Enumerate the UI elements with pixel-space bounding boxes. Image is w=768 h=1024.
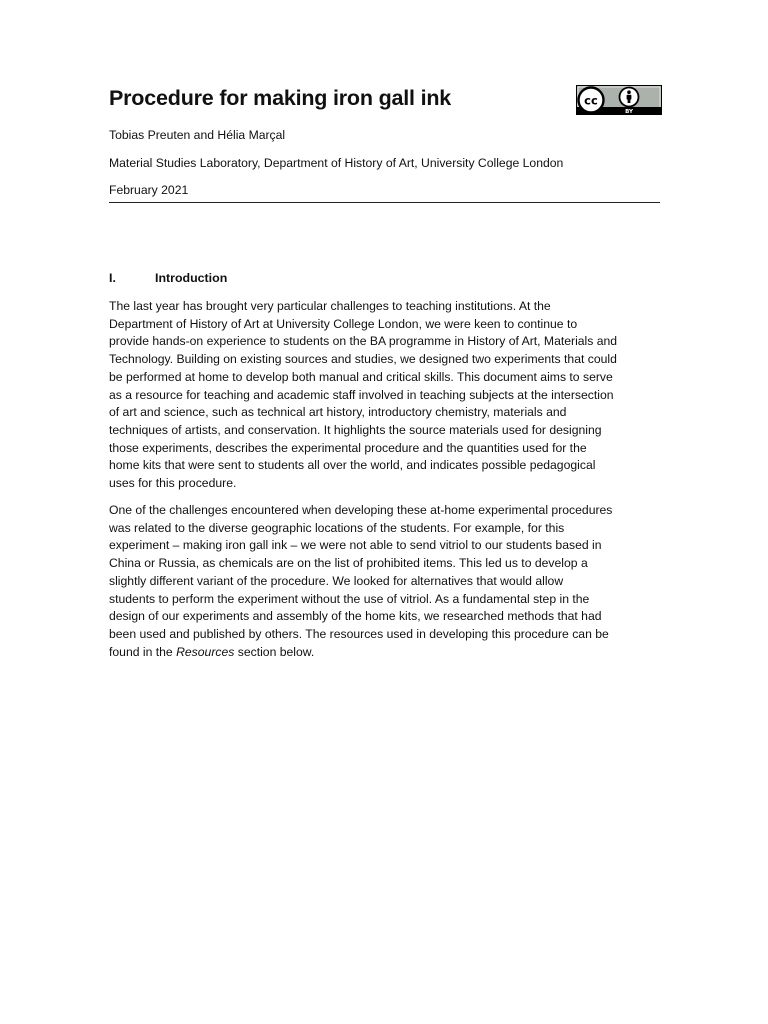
- text-line: was related to the diverse geographic locations of the students. For example, for this: [109, 520, 565, 535]
- text-line: [109, 644, 669, 662]
- attribution-person-icon: [620, 88, 639, 107]
- text-line: Technology. Building on existing sources and studies, we designed two experiments that could: [109, 352, 617, 367]
- paragraph-intro-1: [109, 298, 669, 493]
- section-heading: [109, 271, 227, 285]
- publication-date: February 2021: [109, 183, 189, 197]
- section-number: I.: [109, 271, 116, 285]
- text-line: those experiments, describes the experimental procedure and the quantities used for the: [109, 440, 587, 455]
- affiliation: Material Studies Laboratory, Department of History of Art, University College London: [109, 156, 564, 170]
- text-line: of art and science, such as technical art history, introductory chemistry, materials and: [109, 405, 567, 420]
- text-line: slightly different variant of the procedure. We looked for alternatives that would allow: [109, 573, 564, 588]
- section-title: Introduction: [155, 271, 228, 285]
- authors: Tobias Preuten and Hélia Marçal: [109, 128, 286, 142]
- text-line: One of the challenges encountered when developing these at-home experimental procedures: [109, 503, 613, 517]
- text-line: techniques of artists, and conservation. It highlights the source materials used for designing: [109, 422, 602, 437]
- license-label: BY: [625, 109, 633, 115]
- text-line: home kits that were sent to students all over the world, and indicates possible pedagogical: [109, 458, 596, 473]
- text-fragment: found in the: [109, 644, 177, 659]
- text-line: China or Russia, as chemicals are on the list of prohibited items. This led us to develop a: [109, 556, 588, 571]
- text-line: provide hands-on experience to students on the BA programme in History of Art, Materials and: [109, 334, 618, 349]
- resources-reference: Resources: [176, 644, 235, 659]
- text-line: students to perform the experiment without the use of vitriol. As a fundamental step in the: [109, 591, 590, 606]
- text-line: uses for this procedure.: [109, 476, 237, 491]
- text-line: experiment – making iron gall ink – we were not able to send vitriol to our students based in: [109, 538, 602, 553]
- document-title: Procedure for making iron gall ink: [109, 86, 452, 110]
- paragraph-intro-2: [109, 502, 669, 661]
- text-line: The last year has brought very particular challenges to teaching institutions. At the: [109, 299, 551, 313]
- text-line: be performed at home to develop both manual and critical skills. This document aims to serve: [109, 369, 613, 384]
- text-fragment: section below.: [234, 644, 315, 659]
- text-line: Department of History of Art at University College London, we were keen to continue to: [109, 316, 578, 331]
- text-line: been used and published by others. The resources used in developing this procedure can be: [109, 626, 609, 641]
- cc-icon: [579, 88, 604, 113]
- text-line: design of our experiments and assembly of the home kits, we researched methods that had: [109, 609, 602, 624]
- text-line: as a resource for teaching and academic staff involved in teaching subjects at the intersection: [109, 387, 614, 402]
- header-divider: [109, 202, 660, 203]
- svg-text:cc: cc: [584, 93, 598, 108]
- cc-by-license-badge: [576, 85, 662, 115]
